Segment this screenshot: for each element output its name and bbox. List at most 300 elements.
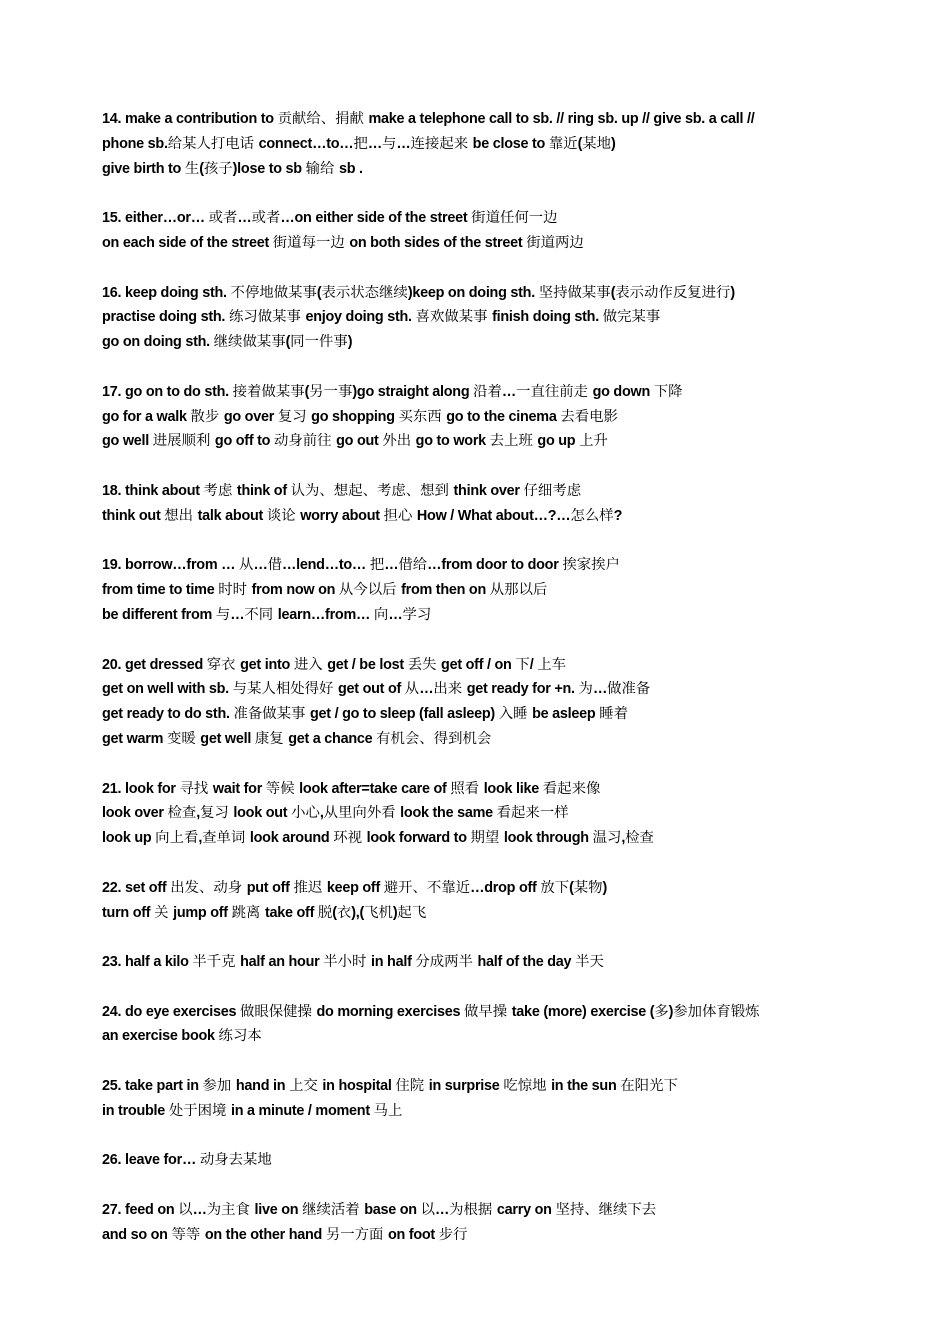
chinese-meaning: 不同 [244, 606, 278, 623]
english-phrase: look over [102, 805, 168, 822]
english-phrase: get out of [337, 681, 405, 698]
english-phrase: go up [537, 433, 580, 450]
english-phrase: ) [347, 334, 353, 351]
entry-line [102, 479, 842, 504]
entry-line [102, 653, 842, 678]
chinese-meaning: 街道任何一边 [471, 210, 558, 227]
chinese-meaning: 马上 [373, 1102, 403, 1119]
chinese-meaning: 进展顺利 [152, 433, 215, 450]
english-phrase: connect…to… [258, 135, 354, 152]
chinese-meaning: 半千克 [192, 954, 241, 971]
english-phrase: learn…from… [277, 606, 374, 623]
entry-line [102, 1024, 842, 1049]
chinese-meaning: 有机会、得到机会 [376, 730, 492, 747]
entry-line [102, 578, 842, 603]
english-phrase: turn off [102, 904, 155, 921]
chinese-meaning: 在阳光下 [620, 1078, 678, 1095]
chinese-meaning: 去看电影 [560, 408, 618, 425]
phrase-entry [102, 380, 842, 454]
entry-line [102, 553, 842, 578]
chinese-meaning: 做眼保健操 [239, 1003, 317, 1020]
chinese-meaning: 认为、想起、考虑、想到 [290, 482, 454, 499]
english-phrase: put off [246, 879, 294, 896]
english-phrase: … [592, 681, 608, 698]
chinese-meaning: 时时 [218, 582, 252, 599]
chinese-meaning: 表示动作反复进行 [615, 284, 731, 301]
english-phrase: … [501, 383, 517, 400]
english-phrase: 24. do eye exercises [102, 1003, 240, 1020]
english-phrase: in half [371, 954, 416, 971]
english-phrase: go out [336, 433, 383, 450]
english-phrase: go over [223, 408, 278, 425]
chinese-meaning: 把 [369, 557, 385, 574]
english-phrase: go on doing sth. [102, 334, 214, 351]
english-phrase: sb . [338, 160, 363, 177]
chinese-meaning: 避开、不靠近 [383, 879, 471, 896]
chinese-meaning: 坚持、继续下去 [555, 1202, 657, 1219]
chinese-meaning: 考虑 [203, 482, 237, 499]
chinese-meaning: 康复 [254, 730, 289, 747]
chinese-meaning: 参加 [202, 1078, 236, 1095]
chinese-meaning: 想出 [164, 507, 198, 524]
english-phrase: …from door to door [427, 557, 563, 574]
english-phrase: from now on [251, 582, 339, 599]
english-phrase: 18. think about [102, 482, 204, 499]
phrase-entry [102, 206, 842, 256]
chinese-meaning: 或者 [251, 210, 281, 227]
english-phrase: on the other hand [204, 1226, 326, 1243]
english-phrase: ? [613, 507, 623, 524]
english-phrase: jump off [173, 904, 232, 921]
chinese-meaning: 关 [154, 904, 174, 921]
chinese-meaning: 担心 [383, 507, 417, 524]
chinese-meaning: 学习 [402, 606, 432, 623]
english-phrase: carry on [496, 1202, 556, 1219]
english-phrase: , [196, 805, 201, 822]
chinese-meaning: 靠近 [548, 135, 578, 152]
document-page [102, 107, 842, 1272]
english-phrase: worry about [300, 507, 384, 524]
chinese-meaning: 练习本 [218, 1028, 262, 1045]
english-phrase: … [192, 1202, 207, 1219]
english-phrase: keep off [326, 879, 384, 896]
english-phrase: get into [240, 656, 294, 673]
chinese-meaning: 输给 [305, 160, 339, 177]
chinese-meaning: 孩子 [203, 160, 233, 177]
english-phrase: get on well with sb. [102, 681, 233, 698]
english-phrase: )lose to sb [232, 160, 306, 177]
chinese-meaning: 检查 [625, 830, 654, 847]
english-phrase: go for a walk [102, 408, 191, 425]
entry-line [102, 801, 842, 826]
english-phrase: think of [236, 482, 291, 499]
chinese-meaning: 为 [578, 681, 593, 698]
chinese-meaning: 等候 [265, 780, 300, 797]
chinese-meaning: 下降 [653, 383, 683, 400]
chinese-meaning: 街道每一边 [272, 234, 350, 251]
english-phrase: be different from [102, 606, 216, 623]
chinese-meaning: 吃惊地 [503, 1078, 552, 1095]
phrase-entry [102, 107, 842, 181]
english-phrase: finish doing sth. [492, 309, 603, 326]
english-phrase: 16. keep doing sth. [102, 284, 231, 301]
chinese-meaning: 从里向外看 [323, 805, 401, 822]
english-phrase: ( [316, 284, 322, 301]
chinese-meaning: 某物 [573, 879, 603, 896]
english-phrase: … [388, 606, 403, 623]
chinese-meaning: 为主食 [206, 1202, 255, 1219]
english-phrase: get ready for +n. [466, 681, 579, 698]
chinese-meaning: 放下 [540, 879, 570, 896]
chinese-meaning: 挨家挨户 [562, 557, 620, 574]
english-phrase: look out [233, 805, 292, 822]
english-phrase: look the same [400, 805, 497, 822]
phrase-entry [102, 1074, 842, 1124]
entry-line [102, 231, 842, 256]
english-phrase: , [198, 830, 203, 847]
chinese-meaning: 怎么样 [570, 507, 614, 524]
english-phrase: in surprise [428, 1078, 504, 1095]
phrase-entry [102, 1000, 842, 1050]
english-phrase: from time to time [102, 582, 219, 599]
chinese-meaning: 做完某事 [602, 309, 661, 326]
english-phrase: 20. get dressed [102, 656, 207, 673]
english-phrase: )go straight along [352, 383, 474, 400]
chinese-meaning: 跳离 [231, 904, 265, 921]
chinese-meaning: 借给 [398, 557, 428, 574]
chinese-meaning: 处于困境 [168, 1102, 231, 1119]
entry-line [102, 1000, 842, 1025]
phrase-entry [102, 553, 842, 627]
chinese-meaning: 从 [239, 557, 254, 574]
english-phrase: on both sides of the street [349, 234, 527, 251]
entry-line [102, 876, 842, 901]
entry-line [102, 901, 842, 926]
chinese-meaning: 连接起来 [410, 135, 473, 152]
entry-line [102, 132, 842, 157]
english-phrase: … [237, 210, 252, 227]
english-phrase: How / What about…?… [416, 507, 571, 524]
chinese-meaning: 参加体育锻炼 [673, 1003, 760, 1020]
english-phrase: … [384, 557, 399, 574]
chinese-meaning: 与 [381, 135, 397, 152]
chinese-meaning: 复习 [277, 408, 312, 425]
chinese-meaning: 进入 [293, 656, 328, 673]
english-phrase: be close to [472, 135, 549, 152]
chinese-meaning: 或者 [208, 210, 238, 227]
chinese-meaning: 步行 [438, 1226, 468, 1243]
chinese-meaning: 做早操 [464, 1003, 512, 1020]
english-phrase: go off to [214, 433, 274, 450]
chinese-meaning: 下 [515, 656, 530, 673]
english-phrase: 14. make a contribution to [102, 111, 278, 127]
phrase-entry [102, 876, 842, 926]
english-phrase: get off / on [441, 656, 516, 673]
english-phrase: think out [102, 507, 165, 524]
english-phrase: …on either side of the street [280, 210, 472, 227]
chinese-meaning: 从 [404, 681, 420, 698]
chinese-meaning: 穿衣 [206, 656, 241, 673]
english-phrase: look after=take care of [299, 780, 451, 797]
english-phrase: look up [102, 830, 156, 847]
entry-line [102, 1074, 842, 1099]
entry-line [102, 380, 842, 405]
english-phrase: an exercise book [102, 1028, 219, 1045]
english-phrase: get warm [102, 730, 167, 747]
english-phrase: take (more) exercise ( [511, 1003, 655, 1020]
entry-line [102, 826, 842, 851]
entry-line [102, 727, 842, 752]
entry-line [102, 777, 842, 802]
english-phrase: in a minute / moment [230, 1102, 374, 1119]
english-phrase: half of the day [477, 954, 576, 971]
chinese-meaning: 与某人相处得好 [232, 681, 338, 698]
chinese-meaning: 以 [178, 1202, 193, 1219]
chinese-meaning: 另一方面 [325, 1226, 388, 1243]
entry-line [102, 1223, 842, 1248]
chinese-meaning: 接着做某事 [232, 383, 305, 400]
chinese-meaning: 向上看 [155, 830, 199, 847]
english-phrase: 21. look for [102, 780, 180, 797]
chinese-meaning: 贡献给、捐献 [277, 111, 369, 127]
english-phrase: enjoy doing sth. [305, 309, 416, 326]
english-phrase: 26. leave for… [102, 1152, 200, 1169]
english-phrase: phone sb. [102, 135, 168, 152]
chinese-meaning: 去上班 [489, 433, 538, 450]
chinese-meaning: 表示状态继续 [321, 284, 408, 301]
chinese-meaning: 练习做某事 [228, 309, 306, 326]
chinese-meaning: 照看 [450, 780, 484, 797]
english-phrase: 19. borrow…from … [102, 557, 240, 574]
chinese-meaning: 上升 [579, 433, 608, 450]
english-phrase: in trouble [102, 1102, 169, 1119]
chinese-meaning: 做准备 [607, 681, 651, 698]
english-phrase: go to work [415, 433, 490, 450]
phrase-entry [102, 950, 842, 975]
chinese-meaning: 向 [373, 606, 389, 623]
english-phrase: look like [483, 780, 543, 797]
entry-line [102, 1099, 842, 1124]
chinese-meaning: 沿着 [473, 383, 502, 400]
english-phrase: hand in [235, 1078, 290, 1095]
chinese-meaning: 从那以后 [489, 582, 548, 599]
chinese-meaning: 入睡 [498, 706, 533, 723]
english-phrase: get a chance [288, 730, 377, 747]
english-phrase: ( [569, 879, 574, 896]
chinese-meaning: 喜欢做某事 [415, 309, 493, 326]
chinese-meaning: 多 [654, 1003, 669, 1020]
chinese-meaning: 与 [215, 606, 231, 623]
english-phrase: , [319, 805, 324, 822]
english-phrase: …lend…to… [281, 557, 370, 574]
english-phrase: / [529, 656, 538, 673]
chinese-meaning: 谈论 [266, 507, 301, 524]
entry-line [102, 1198, 842, 1223]
chinese-meaning: 从今以后 [338, 582, 402, 599]
chinese-meaning: 不停地做某事 [230, 284, 317, 301]
chinese-meaning: 借 [267, 557, 282, 574]
english-phrase: ( [285, 334, 291, 351]
chinese-meaning: 寻找 [179, 780, 213, 797]
english-phrase: take off [264, 904, 318, 921]
english-phrase: live on [254, 1202, 303, 1219]
english-phrase: look around [249, 830, 334, 847]
chinese-meaning: 飞机 [364, 904, 393, 921]
english-phrase: ( [577, 135, 583, 152]
chinese-meaning: 出来 [433, 681, 467, 698]
chinese-meaning: 衣 [336, 904, 352, 921]
english-phrase: …drop off [470, 879, 541, 896]
english-phrase: get / be lost [327, 656, 408, 673]
english-phrase: … [396, 135, 411, 152]
chinese-meaning: 丢失 [407, 656, 442, 673]
english-phrase: ) [730, 284, 735, 301]
chinese-meaning: 把 [353, 135, 368, 152]
chinese-meaning: 变暖 [166, 730, 201, 747]
english-phrase: in the sun [551, 1078, 621, 1095]
english-phrase: ( [199, 160, 204, 177]
chinese-meaning: 半天 [575, 954, 604, 971]
chinese-meaning: 等等 [171, 1226, 205, 1243]
chinese-meaning: 准备做某事 [233, 706, 311, 723]
phrase-entry [102, 281, 842, 355]
chinese-meaning: 出发、动身 [170, 879, 247, 896]
chinese-meaning: 小心 [291, 805, 320, 822]
english-phrase: think over [453, 482, 524, 499]
chinese-meaning: 继续活着 [302, 1202, 365, 1219]
english-phrase: go down [592, 383, 654, 400]
english-phrase: , [621, 830, 626, 847]
english-phrase: … [435, 1202, 450, 1219]
english-phrase: go to the cinema [446, 408, 561, 425]
english-phrase: ),( [351, 904, 365, 921]
english-phrase: … [230, 606, 245, 623]
english-phrase: from then on [401, 582, 490, 599]
english-phrase: … [419, 681, 434, 698]
english-phrase: ( [610, 284, 616, 301]
chinese-meaning: 查单词 [202, 830, 250, 847]
chinese-meaning: 某地 [582, 135, 611, 152]
chinese-meaning: 上车 [537, 656, 567, 673]
entry-line [102, 702, 842, 727]
english-phrase: be asleep [532, 706, 600, 723]
english-phrase: ) [668, 1003, 674, 1020]
chinese-meaning: 看起来一样 [496, 805, 569, 822]
entry-line [102, 157, 842, 182]
english-phrase: 27. feed on [102, 1202, 179, 1219]
english-phrase: do morning exercises [316, 1003, 465, 1020]
english-phrase: 22. set off [102, 879, 171, 896]
english-phrase: ) [392, 904, 398, 921]
chinese-meaning: 睡着 [599, 706, 628, 723]
chinese-meaning: 街道两边 [526, 234, 584, 251]
chinese-meaning: 坚持做某事 [538, 284, 611, 301]
entry-line [102, 950, 842, 975]
chinese-meaning: 分成两半 [415, 954, 478, 971]
english-phrase: look through [503, 830, 593, 847]
english-phrase: base on [364, 1202, 421, 1219]
phrase-entry [102, 1198, 842, 1248]
entry-line [102, 1148, 842, 1173]
english-phrase: 25. take part in [102, 1078, 203, 1095]
entry-line [102, 405, 842, 430]
chinese-meaning: 同一件事 [290, 334, 348, 351]
chinese-meaning: 看起来像 [542, 780, 601, 797]
english-phrase: on foot [387, 1226, 439, 1243]
chinese-meaning: 半小时 [323, 954, 371, 971]
english-phrase: in hospital [322, 1078, 396, 1095]
english-phrase: wait for [212, 780, 266, 797]
english-phrase: get ready to do sth. [102, 706, 234, 723]
english-phrase: ( [332, 904, 337, 921]
entry-line [102, 504, 842, 529]
chinese-meaning: 动身前往 [273, 433, 337, 450]
english-phrase: give birth to [102, 160, 185, 177]
chinese-meaning: 仔细考虑 [523, 482, 582, 499]
english-phrase: talk about [197, 507, 267, 524]
english-phrase: 23. half a kilo [102, 954, 193, 971]
english-phrase: get / go to sleep (fall asleep) [310, 706, 499, 723]
chinese-meaning: 继续做某事 [213, 334, 286, 351]
chinese-meaning: 另一事 [309, 383, 353, 400]
english-phrase: ) [602, 879, 608, 896]
chinese-meaning: 脱 [317, 904, 333, 921]
chinese-meaning: 检查 [167, 805, 197, 822]
english-phrase: make a telephone call to sb. // ring sb. up // give sb. a call // [368, 111, 755, 127]
chinese-meaning: 一直往前走 [516, 383, 593, 400]
chinese-meaning: 温习 [592, 830, 622, 847]
chinese-meaning: 生 [184, 160, 200, 177]
chinese-meaning: 复习 [200, 805, 234, 822]
entry-line [102, 603, 842, 628]
english-phrase: look forward to [366, 830, 471, 847]
entry-line [102, 206, 842, 231]
english-phrase: go well [102, 433, 153, 450]
entry-line [102, 677, 842, 702]
chinese-meaning: 环视 [333, 830, 367, 847]
english-phrase: get well [200, 730, 255, 747]
english-phrase: practise doing sth. [102, 309, 229, 326]
english-phrase: half an hour [240, 954, 324, 971]
phrase-entry [102, 777, 842, 851]
chinese-meaning: 期望 [470, 830, 504, 847]
chinese-meaning: 散步 [190, 408, 224, 425]
chinese-meaning: 住院 [395, 1078, 429, 1095]
english-phrase: ( [304, 383, 310, 400]
english-phrase: on each side of the street [102, 234, 273, 251]
entry-line [102, 281, 842, 306]
phrase-entry [102, 653, 842, 752]
english-phrase: 15. either…or… [102, 210, 209, 227]
chinese-meaning: 起飞 [397, 904, 427, 921]
entry-line [102, 330, 842, 355]
english-phrase: 17. go on to do sth. [102, 383, 233, 400]
chinese-meaning: 推迟 [293, 879, 327, 896]
chinese-meaning: 以 [420, 1202, 435, 1219]
chinese-meaning: 外出 [382, 433, 416, 450]
entry-line [102, 305, 842, 330]
english-phrase: go shopping [311, 408, 399, 425]
phrase-entry [102, 479, 842, 529]
english-phrase: )keep on doing sth. [407, 284, 539, 301]
english-phrase: … [253, 557, 268, 574]
english-phrase: … [367, 135, 382, 152]
chinese-meaning: 上交 [289, 1078, 323, 1095]
chinese-meaning: 为根据 [449, 1202, 497, 1219]
chinese-meaning: 给某人打电话 [167, 135, 259, 152]
english-phrase: and so on [102, 1226, 172, 1243]
entry-line [102, 429, 842, 454]
